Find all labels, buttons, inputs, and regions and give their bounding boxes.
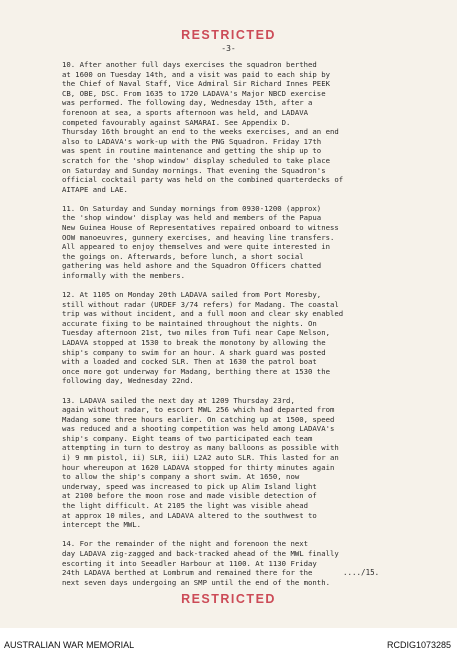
text-line: CB, OBE, DSC. From 1635 to 1720 LADAVA's Major NBCD exercise [62, 88, 326, 98]
archive-reference: RCDIG1073285 [386, 640, 451, 650]
text-line: All appeared to enjoy themselves and were quite interested in [62, 242, 330, 252]
text-line: 24th LADAVA berthed at Lombrum and remained there for the [62, 568, 313, 578]
text-line: ship's company to swim for an hour. A shark guard was posted [62, 347, 326, 357]
text-line: attempting in turn to destroy as many balloons as possible with [62, 443, 339, 453]
text-line: AITAPE and LAE. [62, 184, 128, 194]
text-line: LADAVA stopped at 1530 to break the monotony by allowing the [62, 338, 326, 348]
text-line: at 1600 on Tuesday 14th, and a visit was paid to each ship by [62, 69, 330, 79]
text-line: was reduced and a shooting competition was held among LADAVA's [62, 424, 335, 434]
text-line: at approx 10 miles, and LADAVA altered to the southwest to [62, 510, 317, 520]
text-line: scratch for the 'shop window' display scheduled to take place [62, 155, 330, 165]
text-line: 11. On Saturday and Sunday mornings from 0930-1200 (approx) [62, 203, 322, 213]
text-line: i) 9 mm pistol, ii) SLR, iii) L2A2 auto SLR. This lasted for an [62, 453, 339, 463]
paragraph [62, 539, 392, 587]
text-line: also to LADAVA's work-up with the PNG Squadron. Friday 17th [62, 136, 322, 146]
text-line: day LADAVA zig-zagged and back-tracked ahead of the MWL finally [62, 548, 339, 558]
text-line: competed favourably against SAMARAI. See Appendix D. [62, 117, 291, 127]
paragraph [62, 396, 392, 530]
text-line: informally with the members. [62, 270, 186, 280]
text-line: Madang some three hours earlier. On catching up at 1500, speed [62, 414, 335, 424]
text-line: was performed. The following day, Wednesday 15th, after a [62, 98, 313, 108]
text-line: Tuesday afternoon 21st, two miles from Tufi near Cape Nelson, [62, 328, 330, 338]
text-line: next seven days undergoing an SMP until the end of the month. [62, 577, 330, 587]
text-line: forenoon at sea, a sports afternoon was held, and LADAVA [62, 107, 309, 117]
text-line: accurate fixing to be maintained throughout the nights. On [62, 318, 317, 328]
text-line: Thursday 16th brought an end to the weeks exercises, and an end [62, 127, 339, 137]
paragraph [62, 290, 392, 386]
text-line: 10. After another full days exercises the squadron berthed [62, 60, 317, 69]
text-line: the light difficult. At 2105 the light was visible ahead [62, 501, 309, 511]
text-line: ship's company. Eight teams of two participated each team [62, 433, 313, 443]
archive-name: AUSTRALIAN WAR MEMORIAL [4, 640, 135, 650]
continuation-marker: ..../15. [343, 568, 380, 577]
text-line: was spent in routine maintenance and getting the ship up to [62, 146, 322, 156]
text-line: at 2100 before the moon rose and made visible detection of [62, 491, 317, 501]
paragraph [62, 60, 392, 194]
text-line: escorting it into Seeadler Harbour at 1100. At 1130 Friday [62, 558, 317, 568]
text-line: to allow the ship's company a short swim. At 1650, now [62, 472, 300, 482]
text-line: the Chief of Naval Staff, Vice Admiral Sir Richard Innes PEEK [62, 79, 330, 89]
text-line: once more got underway for Madang, berthing there at 1530 the [62, 366, 330, 376]
text-line: 13. LADAVA sailed the next day at 1209 Thursday 23rd, [62, 395, 295, 405]
text-line: gathering was held ashore and the Squadron Officers chatted [62, 261, 322, 271]
text-line: official cocktail party was held on the combined quarterdecks of [62, 175, 344, 185]
paragraph [62, 204, 392, 281]
document-body [62, 60, 392, 597]
page-number: -3- [221, 44, 236, 53]
text-line: trip was without incident, and a full moon and clear sky enabled [62, 309, 344, 319]
text-line: still without radar (URDEF 3/74 refers) for Madang. The coastal [62, 299, 339, 309]
text-line: again without radar, to escort MWL 256 which had departed from [62, 405, 335, 415]
classification-stamp-top: RESTRICTED [181, 28, 276, 42]
archive-footer [0, 634, 457, 654]
text-line: with a loaded and cocked SLR. Then at 1630 the patrol boat [62, 357, 317, 367]
classification-stamp-bottom: RESTRICTED [181, 592, 276, 606]
text-line: following day, Wednesday 22nd. [62, 376, 194, 386]
text-line: the goings on. Afterwards, before lunch, a short social [62, 251, 304, 261]
text-line: 14. For the remainder of the night and forenoon the next [62, 539, 309, 549]
text-line: OOW manoeuvres, gunnery exercises, and heaving line transfers. [62, 232, 335, 242]
text-line: intercept the MWL. [62, 520, 142, 530]
text-line: on Saturday and Sunday mornings. That evening the Squadron's [62, 165, 326, 175]
text-line: the 'shop window' display was held and members of the Papua [62, 213, 322, 223]
text-line: 12. At 1105 on Monday 20th LADAVA sailed from Port Moresby, [62, 290, 322, 300]
text-line: hour whereupon at 1620 LADAVA stopped for thirty minutes again [62, 462, 335, 472]
text-line: underway, speed was increased to pick up Alim Island light [62, 481, 317, 491]
text-line: New Guinea House of Representatives repaired onboard to witness [62, 223, 339, 232]
